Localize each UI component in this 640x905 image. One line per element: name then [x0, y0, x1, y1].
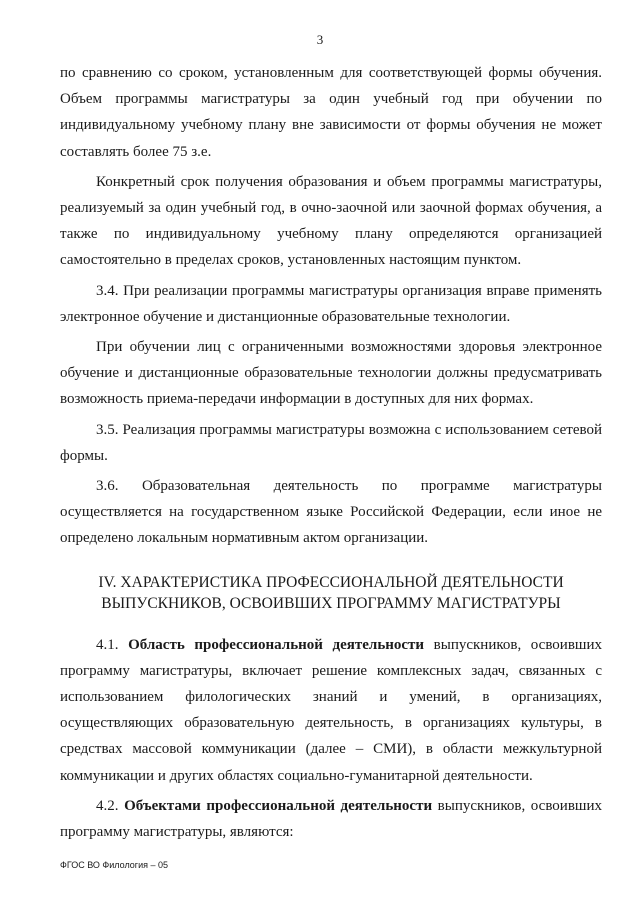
footer-code: ФГОС ВО Филология – 05: [60, 860, 169, 870]
paragraph-4-1-term: Область профессиональной деятельности: [128, 636, 425, 653]
paragraph-4-2-number: 4.2.: [96, 797, 119, 814]
paragraph-4-2: [60, 793, 602, 845]
paragraph-4-1: [60, 632, 602, 789]
section-heading-line-2: ВЫПУСКНИКОВ, ОСВОИВШИХ ПРОГРАММУ МАГИСТРАТУРЫ: [101, 594, 561, 612]
paragraph-1: по сравнению со сроком, установленным для соответствующей формы обучения. Объем программы магистратуры за один учебный год при обучении по индивидуальному учебному плану вне зависимости от формы обучения не может составлять более 75 з.е.: [60, 65, 602, 160]
paragraph-3-6: 3.6. Образовательная деятельность по программе магистратуры осуществляется на государственном языке Российской Федерации, если иное не определено локальным нормативным актом организации.: [60, 478, 602, 547]
paragraph-4-1-text: выпускников, освоивших программу магистратуры, включает решение комплексных задач, связанных с использованием филологических знаний и умений, в организациях, осуществляющих образовательную деятельность, в организациях культуры, в средствах массовой коммуникации (далее – СМИ), в области межкультурной коммуникации и других областях социально-гуманитарной деятельности.: [60, 636, 602, 784]
paragraph-2: Конкретный срок получения образования и объем программы магистратуры, реализуемый за один учебный год, в очно-заочной или заочной формах обучения, а также по индивидуальному учебному плану определяются организацией самостоятельно в пределах сроков, установленных настоящим пунктом.: [60, 173, 602, 269]
section-heading-line-1: IV. ХАРАКТЕРИСТИКА ПРОФЕССИОНАЛЬНОЙ ДЕЯТЕЛЬНОСТИ: [98, 573, 564, 591]
paragraph-4-2-term: Объектами профессиональной деятельности: [124, 797, 433, 814]
paragraph-4-2-text: выпускников, освоивших программу магистратуры, являются:: [60, 797, 602, 841]
page-content: [60, 60, 602, 845]
paragraph-3-5: 3.5. Реализация программы магистратуры возможна с использованием сетевой формы.: [60, 421, 602, 464]
paragraph-4-1-number: 4.1.: [96, 636, 119, 653]
page-number: 3: [316, 32, 324, 47]
paragraph-accessibility: При обучении лиц с ограниченными возможностями здоровья электронное обучение и дистанционные образовательные технологии должны предусматривать возможность приема-передачи информации в доступных для них формах.: [60, 339, 602, 408]
section-heading: [60, 572, 602, 614]
paragraph-3-4: 3.4. При реализации программы магистратуры организация вправе применять электронное обучение и дистанционные образовательные технологии.: [60, 282, 602, 325]
